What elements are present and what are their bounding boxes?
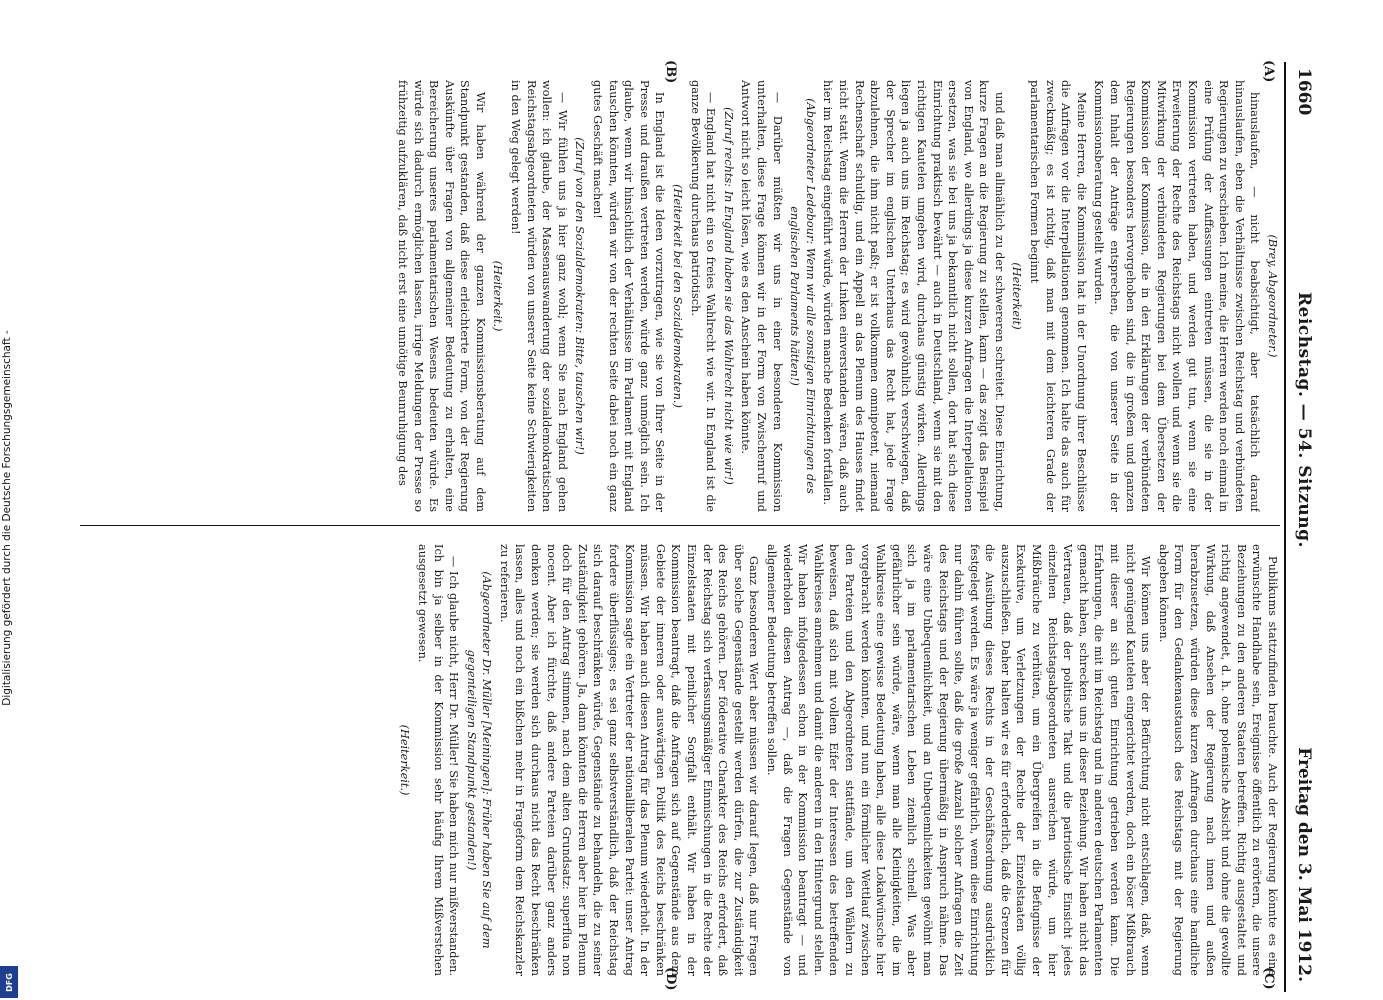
paragraph: — Darüber müßten wir uns in einer besonderen Kommission unterhalten, diese Frage können wir in der Form von Zwischenruf und Antwort nicht so leicht lösen, wie es den Anschein haben könnte.	[739, 80, 784, 512]
paragraph: Publikums stattzufinden brauchte. Auch der Regierung könnte es eine erwünschte Handhabe sein, Ereignisse öffentlich zu erörtern, die unsere Beziehungen zu den anderen Staaten betreffen. Richtig ausgestaltet und richtig angewendet, d. h. ohne polemische Absicht und ohne die gewollte Wirkung, daß Ansehen der Regierung nach innen und außen herabzusetzen, würden diese kurzen Anfragen durchaus eine handliche Form für den Gedankenaustausch des Reichstags mit der Regierung abgeben können.	[1156, 544, 1279, 976]
right-text-column	[20, 544, 1280, 976]
speaker-label: (Brey, Abgeordneter.)	[1266, 234, 1279, 358]
rotated-page	[8, 62, 1320, 992]
paragraph: hinauslaufen, — nicht beabsichtigt, aber tatsächlich darauf hinauslaufen, eben die Verhältnisse zwischen Reichstag und verbündeten Regierungen zu verschieben. Ich meine, die Herren werden noch einmal in eine Prüfung der Auffassungen eintreten müssen, die sie in der Kommission vertreten haben, und werden gut tun, wenn sie eine Erweiterung der Rechte des Reichstags nicht wollen und wenn sie die Mitwirkung der verbündeten Regierungen bei dem Übersetzen der Kommission der Kommission, die in den Erklärungen der verbündeten Regierungen besonders hervorgehoben sind, die in großem und ganzen dem Inhalt der Anträge entsprechen, die von unserer Seite in der Kommissionsberatung gestellt wurden.	[1092, 80, 1262, 512]
interjection: (Zuruf rechts: In England haben sie das Wahlrecht nicht wie wir!)	[721, 107, 735, 485]
interjection: (Abgeordneter Ledebour: Wenn wir alle sonstigen Einrichtungen des englischen Parlaments hätten!)	[788, 98, 817, 494]
session-date: Freitag den 3. Mai 1912.	[1294, 747, 1314, 982]
paragraph: — Wir fühlen uns ja hier ganz wohl; wenn Sie nach England gehen wollen: ich glaube, der Massenauswanderung der sozialdemokratischen Reichstagsabgeordneten würden von unserer Seite keine Schwierigkeiten in den Weg gelegt werden!	[509, 80, 569, 512]
paragraph: — England hat nicht ein so freies Wahlrecht wie wir. In England ist die ganze Bevölkerung durchaus patriotisch.	[688, 80, 718, 512]
interjection: (Heiterkeit bei den Sozialdemokraten.)	[671, 184, 685, 408]
paragraph: Wir können uns aber der Befürchtung nicht entschlagen, daß, wenn nicht genügend Kautelen eingerichtet werden, doch ein böser Mißbrauch mit dieser an sich guten Einrichtung getrieben werden kann. Die Erfahrungen, die mit im Reichstag und in anderen deutschen Parlamenten gemacht haben, schrecken uns in dieser Beziehung. Wir haben nicht das Vertrauen, daß der politische Takt und die patriotische Einsicht jedes einzelnen Reichstagsabgeordneten ausreichen würde, um hier Mißbräuche zu verhüten, um ein Übergreifen in die Befugnisse der Exekutive, um Verletzungen der Rechte der Einzelstaaten völlig auszuschließen. Daher halten wir es für erforderlich, daß die Grenzen für die Ausübung dieses Rechts in der Geschäftsordnung ausdrücklich festgelegt werden. Es wäre ja weniger gefährlich, wenn diese Einrichtung nur dahin führen sollte, daß die große Anzahl solcher Anfragen die Zeit des Reichstags und der Regierung übermäßig in Anspruch nähme. Das wäre eine Unbequemlichkeit, und an Unbequemlichkeiten gewöhnt man sich ja im parlamentarischen Leben ziemlich schnell. Was aber gefährlicher sein würde, wäre, wenn man alle Kleinigkeiten, die im Wahlkreise eine gewisse Bedeutung haben, alle diese Lokalwünsche hier vorgebracht werden könnten, und nun ein förmlicher Wettlauf zwischen den Parteien und den Abgeordneten stattfände, um den Wählern zu beweisen, daß sich mit vollem Eifer der Interessen des betreffenden Wahlkreises annehmen und damit die anderen in den Hintergrund stellen. Wir haben infolgedessen schon in der Kommission beantragt — und wiederholen diesen Antrag —, daß die Fragen Gegenstände von allgemeiner Bedeutung betreffen sollen.	[765, 544, 1153, 976]
paragraph: Meine Herren, die Kommission hat in der Unordnung ihrer Beschlüsse die Anfragen vor die Interpellationen genommen. Ich halte das auch für zweckmäßig; es ist richtig, daß man mit dem leichteren Grade der parlamentarischen Formen beginnt	[1028, 80, 1088, 512]
interjection: (Abgeordneter Dr. Müller [Meiningen]: Früher haben Sie auf dem gegenteiligen Standpunkt gestanden!)	[464, 571, 494, 949]
interjection: (Heiterkeit.)	[491, 260, 505, 332]
interjection: (Heiterkeit.)	[398, 724, 412, 796]
paragraph: In England ist die Ideen vorzutragen, wie sie von Ihrer Seite in der Presse und draußen vertreten werden, würde ganz unmöglich sein. Ich glaube, wenn wir hinsichtlich der Verhältnisse im Parlament mit England tauschen könnten, würden wir von der rechten Seite dabei noch ein ganz gutes Geschäft machen!	[591, 80, 667, 512]
interjection: (Zuruf von den Sozialdemokraten: Bitte, tauschen wir!)	[573, 137, 587, 455]
interjection: (Heiterkeit)	[1010, 262, 1024, 330]
page-number: 1660	[1294, 68, 1314, 116]
dfg-logo-text: DFG	[4, 972, 14, 992]
margin-marker-a: (A)	[1261, 60, 1276, 83]
digitization-note: Digitalisierung gefördert durch die Deutsche Forschungsgemeinschaft -	[1, 330, 13, 706]
dfg-logo	[0, 966, 18, 998]
paragraph: und daß man allmählich zu der schwereren schreitet. Diese Einrichtung, kurze Fragen an die Regierung zu stellen, kann — das zeigt das Beispiel von England, wo allerdings ja diese kurzen Anfragen die Interpellationen ersetzen, was sie bei uns ja bekanntlich nicht sollen, dort hat sich diese Einrichtung praktisch bewährt — auch in Deutschland, wenn sie mit den richtigen Kautelen umgeben wird, durchaus günstig wirken. Allerdings liegen ja auch uns im Reichstag; es wird gewöhnlich verschwiegen, daß der Sprecher im englischen Unterhaus das Recht hat, jede Frage abzulehnen, die ihm nicht paßt; er ist vollkommen omnipotent, niemand Rechenschaft schuldig, und ein Appell an das Plenum des Hauses findet nicht statt. Wenn die Herren der Linken einverstanden wären, daß auch hier im Reichstag eingeführt würde, würden manche Bedenken fortfallen.	[821, 80, 1006, 512]
paragraph: Ganz besonderen Wert aber müssen wir darauf legen, daß nur Fragen über solche Gegenstände gestellt werden dürfen, die zur Zuständigkeit des Reichs gehören. Der föderative Charakter des Reichs erfordert, daß der Reichstag sich verfassungsmäßiger Einmischungen in die Rechte der Einzelstaaten mit peinlicher Sorgfalt enthält. Wir haben in der Kommission beantragt, daß die Anfragen sich auf Gegenstände aus dem Gebiete der inneren oder auswärtigen Politik des Reichs beschränken müssen. Wir haben auch diesen Antrag für das Plenum wiederholt. In der Kommission sagte ein Vertreter der nationalliberalen Partei: unser Antrag fordere überflüssiges; es sei ganz selbstverständlich, daß der Reichstag sich darauf beschränken würde, Gegenstände zu behandeln, die zu seiner Zuständigkeit gehören. Ja, dann könnten die Herren aber hier im Plenum doch für den Antrag stimmen, nach dem alten Grundsatz: superflua non nocent. Aber ich fürchte, daß andere Parteien darüber ganz anders denken werden; sie werden sich durchaus nicht das Recht beschränken lassen, alles und noch ein bißchen mehr in Frageform dem Reichskanzler zu referieren.	[497, 544, 761, 976]
margin-marker-c: (C)	[1261, 967, 1276, 990]
paragraph: — Ich glaube nicht, Herr Dr. Müller! Sie haben mich nur mißverstanden. Ich bin ja selber in der Kommission sehr häufig Ihrem Mißverstehen ausgesetzt gewesen.	[415, 544, 461, 976]
paragraph: Wir haben während der ganzen Kommissionsberatung auf dem Standpunkt gestanden, daß diese erleichterte Form, von der Regierung Auskünfte über Fragen von allgemeiner Bedeutung zu erhalten, eine Bereicherung unseres parlamentarischen Wesens bedeuten würde. Es würde sich dadurch ermöglichen lassen, irrige Meldungen der Presse so frühzeitig aufzuklären, daß nicht erst eine unnötige Beunruhigung des	[395, 80, 487, 512]
margin-marker-d: (D)	[663, 967, 678, 991]
column-divider	[80, 525, 1280, 526]
running-title: Reichstag. — 54. Sitzung.	[1294, 292, 1314, 548]
margin-marker-b: (B)	[663, 60, 678, 84]
left-text-column	[20, 80, 1280, 512]
page-header	[1284, 62, 1320, 992]
